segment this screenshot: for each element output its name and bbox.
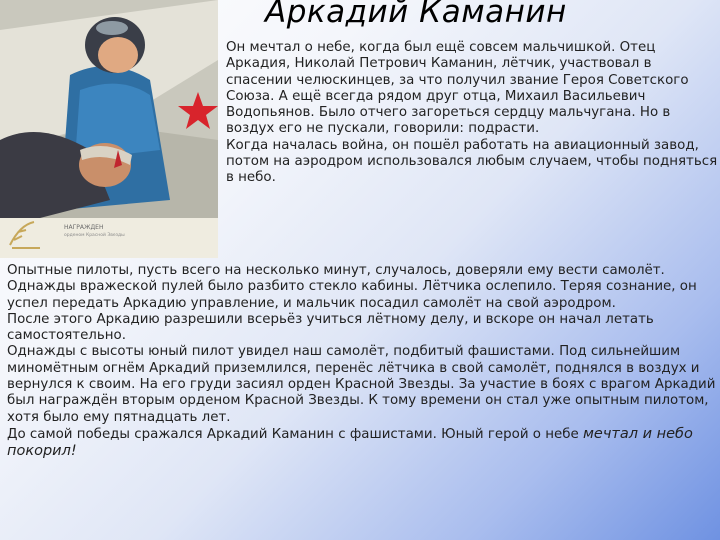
biography-text-top: Он мечтал о небе, когда был ещё совсем мальчишкой. Отец Аркадия, Николай Петрович Каманин, лётчик, участвовал в спасении челюскинцев, за что получил звание Героя Советского Союза. А ещё всегда рядом друг отца, Михаил Васильевич Водопьянов. Было отчего загореться сердцу мальчугана. Но в воздух его не пускали, говорили: подрасти. Когда началась война, он пошёл работать на авиационный завод, потом на аэродром использовался любым случаем, чтобы подняться в небо. (226, 40, 718, 186)
caption-strip (0, 218, 218, 258)
caption-subtitle: орденом Красной Звезды (64, 233, 125, 238)
slide-title: Аркадий Каманин (265, 0, 567, 30)
boy-face (98, 37, 138, 73)
hero-illustration (0, 0, 218, 258)
biography-paragraph-bottom (7, 263, 719, 461)
painting-svg (0, 0, 218, 258)
boy-goggles (96, 21, 128, 35)
biography-paragraph-top (226, 40, 720, 187)
closing-phrase: мечтал и небо покорил! (7, 425, 693, 460)
caption-title: НАГРАЖДЕН (64, 224, 104, 231)
biography-text-bottom: Опытные пилоты, пусть всего на несколько минут, случалось, доверяли ему вести самолёт. Однажды вражеской пулей было разбито стекло кабины. Лётчика ослепило. Теряя сознание, он успел передать Аркадию управление, и мальчик посадил самолёт на свой аэродром. После этого Аркадию разрешили всерьёз учиться лётному делу, и вскоре он начал летать самостоятельно. Однажды с высоты юный пилот увидел наш самолёт, подбитый фашистами. Под сильнейшим миномётным огнём Аркадий приземлился, перенёс лётчика в свой самолёт, поднялся в воздух и вернулся к своим. На его груди засиял орден Красной Звезды. За участие в боях с врагом Аркадий был награждён вторым орденом Красной Звезды. К тому времени он стал уже опытным пилотом, хотя было ему пятнадцать лет. До самой победы сражался Аркадий Каманин с фашистами. Юный герой о небе (7, 263, 716, 442)
